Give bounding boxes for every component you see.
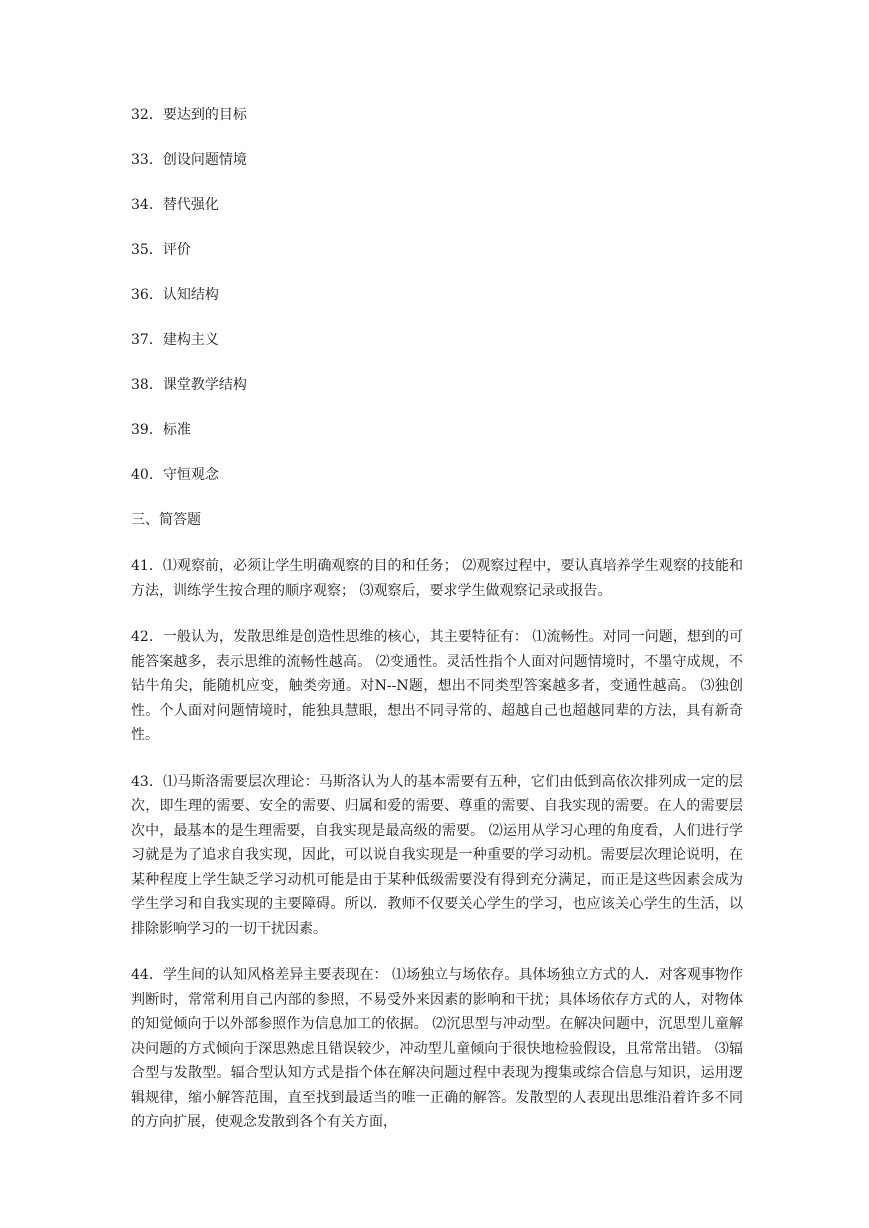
answer-paragraph-42: 42．一般认为，发散思维是创造性思维的核心，其主要特征有： ⑴流畅性。对同一问题，想到的可能答案越多，表示思维的流畅性越高。 ⑵变通性。灵活性指个人面对问题情境时，不墨守成规，不钻牛角尖，能随机应变，触类旁通。对N--N题，想出不同类型答案越多者，变通性越高。 ⑶独创性。个人面对问题情境时，能独具慧眼，想出不同寻常的、超越自己也超越同辈的方法，具有新奇性。 [131,629,743,743]
answer-item-33: 33．创设问题情境 [131,152,247,168]
answer-item-32: 32．要达到的目标 [131,107,247,123]
answer-item-36: 36．认知结构 [131,287,219,303]
answer-item-39: 39．标准 [131,422,191,438]
section-heading: 三、简答题 [131,512,201,528]
answer-paragraph-41: 41．⑴观察前，必须让学生明确观察的目的和任务； ⑵观察过程中，要认真培养学生观察的技能和方法，训练学生按合理的顺序观察； ⑶观察后，要求学生做观察记录或报告。 [131,558,743,599]
answer-item-38: 38．课堂教学结构 [131,377,247,393]
answer-paragraph-43: 43．⑴马斯洛需要层次理论：马斯洛认为人的基本需要有五种，它们由低到高依次排列成一定的层次，即生理的需要、安全的需要、归属和爱的需要、尊重的需要、自我实现的需要。在人的需要层次中，最基本的是生理需要，自我实现是最高级的需要。 ⑵运用从学习心理的角度看，人们进行学习就是为了追求自我实现，因此，可以说自我实现是一种重要的学习动机。需要层次理论说明，在某种程度上学生缺乏学习动机可能是由于某种低级需要没有得到充分满足，而正是这些因素会成为学生学习和自我实现的主要障碍。所以．教师不仅要关心学生的学习，也应该关心学生的生活，以排除影响学习的一切干扰因素。 [131,773,743,937]
answer-item-37: 37．建构主义 [131,332,219,348]
answer-item-40: 40．守恒观念 [131,467,219,483]
answer-paragraph-44: 44．学生间的认知风格差异主要表现在： ⑴场独立与场依存。具体场独立方式的人．对客观事物作判断时，常常利用自己内部的参照，不易受外来因素的影响和干扰；具体场依存方式的人，对物体的知觉倾向于以外部参照作为信息加工的依据。 ⑵沉思型与冲动型。在解决问题中，沉思型儿童解决问题的方式倾向于深思熟虑且错误较少，冲动型儿童倾向于很快地检验假设，且常常出错。 ⑶辐合型与发散型。辐合型认知方式是指个体在解决问题过程中表现为搜集或综合信息与知识，运用逻辑规律，缩小解答范围，直至找到最适当的唯一正确的解答。发散型的人表现出思维沿着许多不同的方向扩展，使观念发散到各个有关方面， [131,967,743,1130]
answer-item-35: 35．评价 [131,242,191,258]
answer-item-34: 34．替代强化 [131,197,219,213]
answer-content [131,104,743,1157]
